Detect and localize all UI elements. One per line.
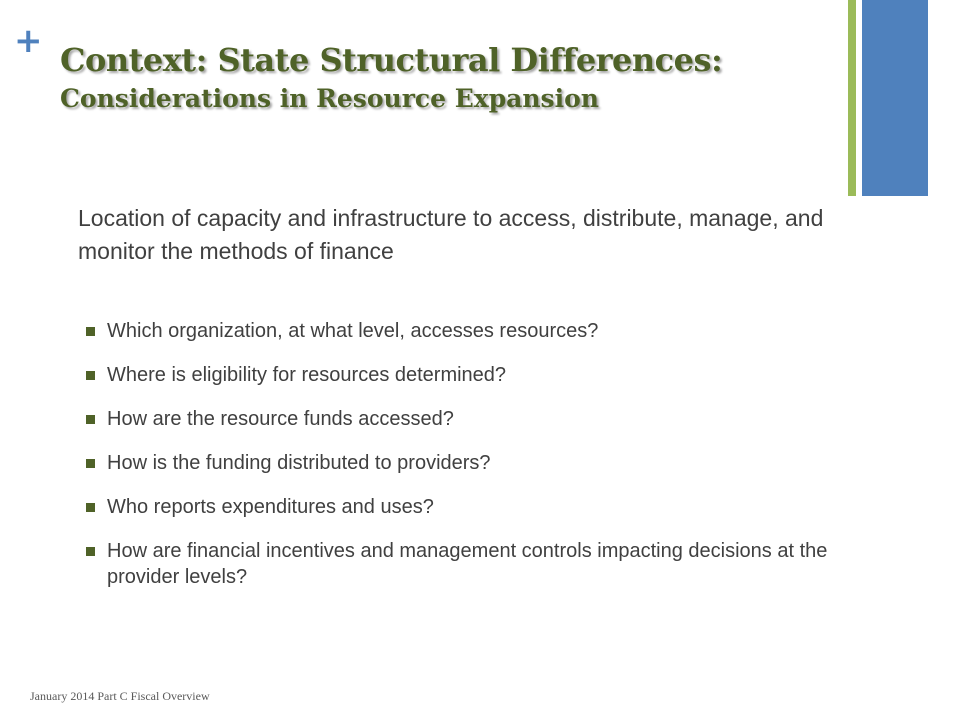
title-line-2: Considerations in Resource Expansion (60, 84, 599, 113)
title-line-1: Context: State Structural Differences: (60, 41, 723, 79)
bullet-item (86, 406, 846, 432)
slide-title (60, 40, 850, 116)
bullet-text: How are the resource funds accessed? (107, 408, 454, 430)
bullet-item (86, 318, 846, 344)
bullet-text: How is the funding distributed to providers? (107, 452, 491, 474)
bullet-item (86, 494, 846, 520)
subheading: Location of capacity and infrastructure to access, distribute, manage, and monitor the methods of finance (78, 205, 824, 264)
square-bullet-icon (86, 459, 95, 468)
bullet-item (86, 450, 846, 476)
bullet-item (86, 538, 846, 590)
square-bullet-icon (86, 415, 95, 424)
footer-text: January 2014 Part C Fiscal Overview (30, 689, 210, 703)
square-bullet-icon (86, 503, 95, 512)
bullet-list (86, 318, 846, 608)
plus-icon: + (14, 21, 43, 61)
bullet-text: Who reports expenditures and uses? (107, 496, 434, 518)
bullet-item (86, 362, 846, 388)
bullet-text: Where is eligibility for resources determined? (107, 364, 507, 386)
green-accent-bar (848, 0, 856, 196)
blue-accent-bar (862, 0, 928, 196)
bullet-text: Which organization, at what level, accesses resources? (107, 320, 599, 342)
square-bullet-icon (86, 547, 95, 556)
square-bullet-icon (86, 371, 95, 380)
square-bullet-icon (86, 327, 95, 336)
bullet-text: How are financial incentives and management controls impacting decisions at the provider levels? (107, 540, 828, 588)
